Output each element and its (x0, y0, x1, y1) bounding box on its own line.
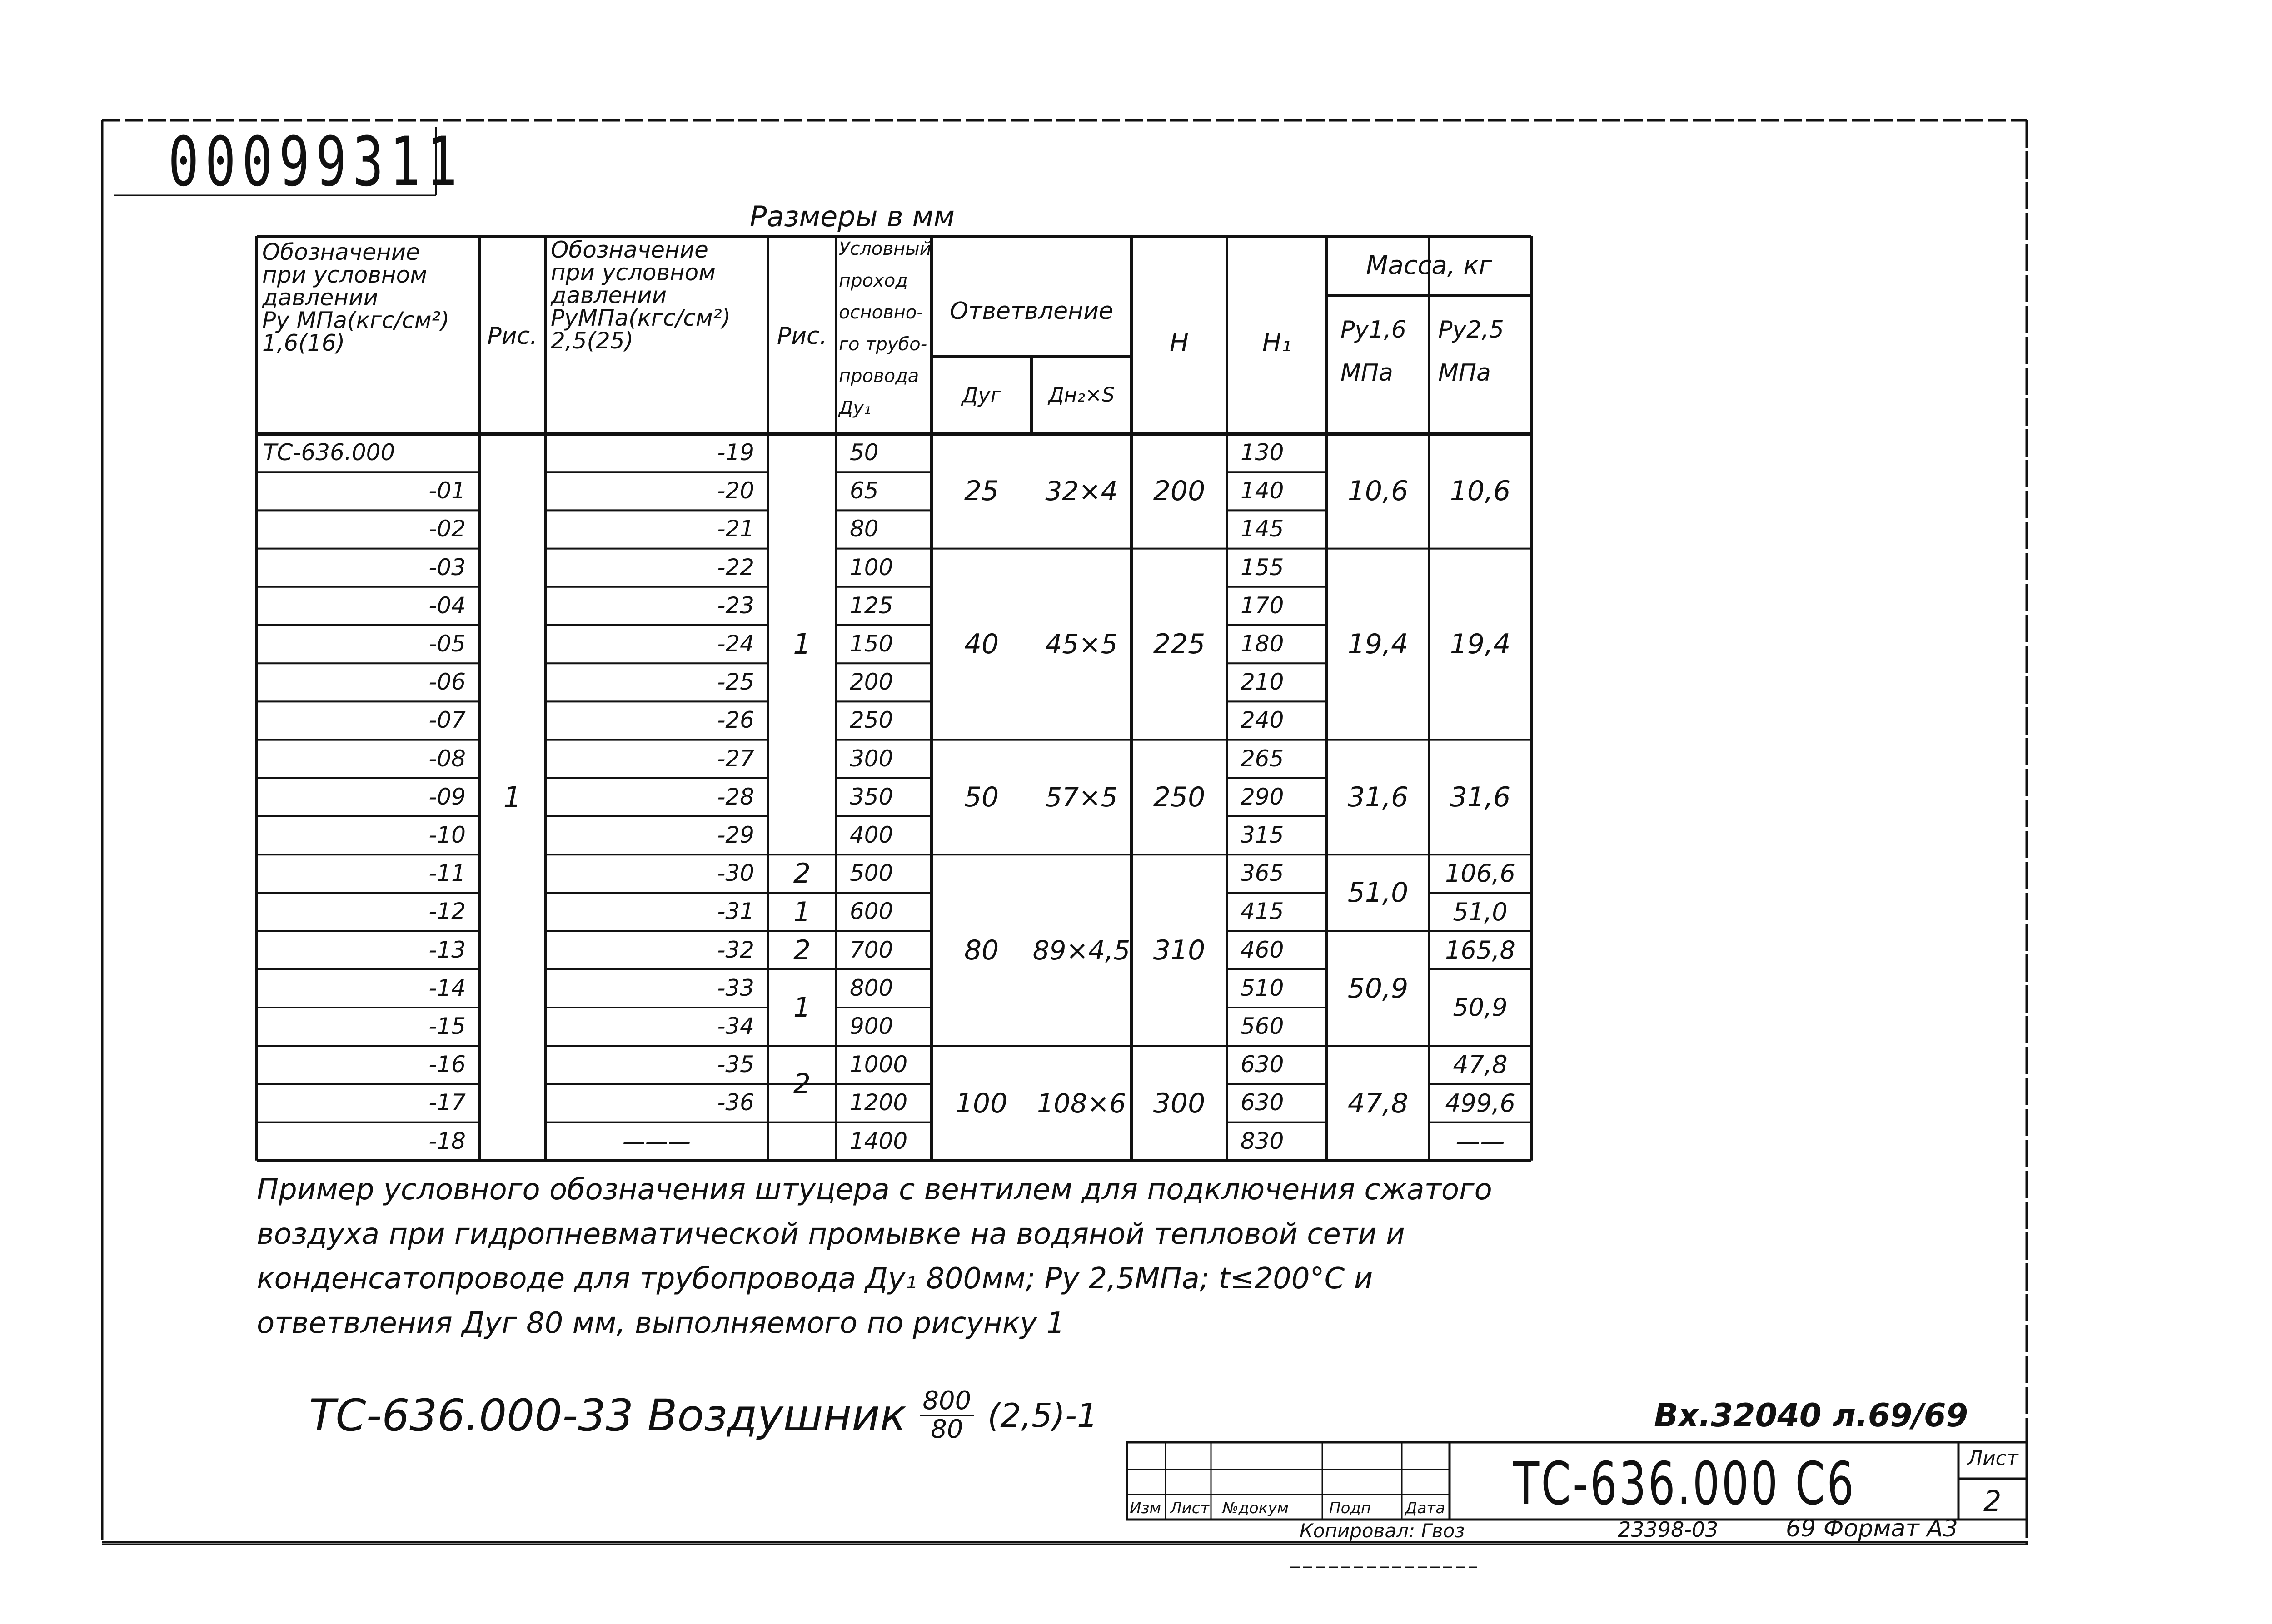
cell-dy1: 65 (850, 477, 879, 504)
cell-mass-25: 47,8 (1453, 1050, 1508, 1079)
cell-designation-25: -21 (717, 516, 754, 542)
stamp-col-podp: Подп (1329, 1499, 1371, 1517)
cell-mass-25: 50,9 (1453, 993, 1508, 1022)
cell-designation-16: -12 (428, 898, 466, 925)
cell-designation-16: -08 (428, 745, 466, 772)
archive-stamp-code: 00099311 (168, 123, 463, 202)
cell-dy1: 100 (850, 554, 893, 581)
cell-h1: 155 (1241, 554, 1284, 581)
header-mass-25: Ру2,5 (1438, 316, 1504, 343)
cell-designation-16: -14 (428, 974, 466, 1001)
cell-dy1: 50 (850, 439, 879, 466)
header-h: H (1169, 328, 1189, 358)
cell-designation-16: -07 (428, 707, 466, 734)
header-designation-16: 1,6(16) (262, 330, 345, 356)
cell-dy1: 250 (850, 707, 893, 734)
cell-designation-16: -06 (428, 669, 466, 695)
cell-mass-25: —— (1455, 1127, 1505, 1156)
cell-ris-25: 1 (793, 896, 811, 928)
cell-ris-25: 1 (793, 627, 811, 661)
cell-h: 250 (1153, 781, 1206, 813)
cell-h1: 460 (1241, 936, 1284, 963)
cell-h1: 240 (1241, 707, 1284, 734)
cell-dy1: 900 (850, 1013, 893, 1039)
header-designation-16: Обозначение (262, 239, 420, 265)
cell-mass-16: 50,9 (1347, 972, 1409, 1004)
cell-designation-16: -18 (428, 1127, 466, 1154)
cell-h1: 510 (1241, 974, 1284, 1001)
header-branch: Ответвление (950, 298, 1113, 325)
cell-ris-25: 1 (793, 992, 811, 1023)
designation-suffix: (2,5)-1 (987, 1396, 1098, 1435)
header-designation-25: давлении (551, 282, 667, 308)
cell-designation-16: -13 (428, 936, 466, 963)
cell-h1: 630 (1241, 1089, 1284, 1116)
header-dy1: Условный (839, 238, 932, 259)
cell-dy1: 150 (850, 631, 893, 657)
example-line-4: ответвления Дуг 80 мм, выполняемого по рисунку 1 (257, 1306, 1065, 1340)
cell-designation-25: -31 (717, 898, 754, 925)
cell-dy1: 300 (850, 745, 893, 772)
cell-designation-25: ——— (623, 1128, 691, 1155)
cell-h: 310 (1153, 934, 1206, 966)
header-ris-16: Рис. (487, 323, 538, 350)
cell-branch-dy: 50 (964, 781, 999, 813)
cell-mass-25: 106,6 (1445, 859, 1515, 888)
cell-mass-25: 10,6 (1450, 475, 1511, 507)
copied-by: Копировал: Гвоз (1300, 1520, 1465, 1542)
designation-fraction (920, 1388, 974, 1443)
cell-h1: 180 (1241, 631, 1284, 657)
cell-dy1: 800 (850, 974, 893, 1001)
header-ris-25: Рис. (777, 323, 827, 350)
cell-h1: 265 (1241, 745, 1284, 772)
format-label: 69 Формат А3 (1786, 1515, 1958, 1542)
cell-designation-16: -11 (428, 860, 466, 887)
cell-h1: 315 (1241, 822, 1284, 848)
cell-mass-16: 10,6 (1347, 475, 1409, 507)
cell-h: 200 (1153, 475, 1206, 507)
cell-mass-16: 51,0 (1347, 877, 1409, 909)
cell-designation-16: -09 (428, 783, 466, 810)
cell-dy1: 700 (850, 936, 893, 963)
header-dy1: провода (839, 366, 919, 387)
header-mass-16: МПа (1340, 359, 1393, 387)
cell-branch-dn: 45×5 (1045, 629, 1118, 660)
cell-branch-dn: 32×4 (1045, 476, 1118, 507)
header-dy1: основно- (839, 302, 923, 323)
cell-designation-16: ТС-636.000 (263, 439, 395, 466)
cell-h1: 170 (1241, 592, 1284, 619)
sheet-label: Лист (1968, 1447, 2018, 1470)
cell-designation-16: -02 (428, 516, 466, 542)
example-line-1: Пример условного обозначения штуцера с вентилем для подключения сжатого (257, 1173, 1492, 1207)
cell-designation-16: -16 (428, 1051, 466, 1078)
cell-mass-25: 499,6 (1445, 1088, 1515, 1117)
cell-designation-25: -34 (717, 1013, 754, 1039)
example-paragraph (257, 1167, 1492, 1346)
cell-designation-25: -27 (717, 745, 754, 772)
cell-h1: 630 (1241, 1051, 1284, 1078)
cell-mass-16: 47,8 (1347, 1087, 1409, 1119)
cell-h1: 145 (1241, 516, 1284, 542)
cell-mass-25: 31,6 (1450, 781, 1511, 813)
cell-mass-25: 165,8 (1445, 935, 1515, 964)
cell-h1: 560 (1241, 1013, 1284, 1039)
cell-dy1: 1200 (850, 1089, 908, 1116)
sheet-number: 2 (1983, 1485, 2002, 1518)
cell-h1: 210 (1241, 669, 1284, 695)
cell-branch-dy: 80 (964, 934, 999, 966)
cell-dy1: 350 (850, 783, 893, 810)
cell-dy1: 1400 (850, 1127, 908, 1154)
cell-dy1: 400 (850, 822, 893, 848)
cell-ris-16: 1 (503, 780, 522, 814)
cell-designation-16: -04 (428, 592, 466, 619)
header-h1: H₁ (1262, 328, 1292, 358)
header-mass-16: Ру1,6 (1340, 316, 1406, 343)
cell-designation-25: -19 (717, 439, 754, 466)
cell-h1: 140 (1241, 477, 1284, 504)
cell-mass-16: 19,4 (1347, 628, 1409, 661)
stamp-col-izm: Изм (1130, 1499, 1161, 1517)
cell-h1: 290 (1241, 783, 1284, 810)
header-dy1: го трубо- (839, 334, 927, 355)
stamp-col-dokum: №докум (1222, 1499, 1289, 1517)
cell-h1: 130 (1241, 439, 1284, 466)
cell-designation-16: -10 (428, 822, 466, 848)
cell-designation-25: -33 (717, 974, 754, 1001)
cell-h: 300 (1153, 1087, 1206, 1119)
stamp-col-list: Лист (1170, 1499, 1210, 1517)
cell-branch-dy: 40 (964, 628, 999, 661)
header-designation-16: давлении (262, 284, 379, 311)
cell-mass-16: 31,6 (1347, 781, 1409, 813)
cell-mass-25: 51,0 (1453, 897, 1508, 926)
cell-designation-16: -17 (428, 1089, 466, 1116)
header-designation-25: РуМПа(кгс/см²) (551, 305, 731, 331)
cell-mass-25: 19,4 (1450, 628, 1511, 661)
cell-dy1: 200 (850, 669, 893, 695)
cell-designation-25: -35 (717, 1051, 754, 1078)
header-dy1: Ду₁ (839, 397, 871, 418)
cell-designation-25: -24 (717, 631, 754, 657)
header-branch-dn: Дн₂×S (1048, 383, 1115, 407)
cell-dy1: 80 (850, 516, 879, 542)
header-designation-25: при условном (551, 259, 716, 286)
cell-designation-16: -05 (428, 631, 466, 657)
order-number: 23398-03 (1618, 1517, 1719, 1542)
cell-designation-25: -25 (717, 669, 754, 695)
cell-designation-25: -23 (717, 592, 754, 619)
cell-designation-25: -22 (717, 554, 754, 581)
header-mass: Масса, кг (1366, 251, 1492, 280)
cell-branch-dn: 89×4,5 (1032, 934, 1131, 966)
cell-designation-25: -29 (717, 822, 754, 848)
cell-branch-dy: 25 (964, 475, 999, 507)
cell-designation-16: -03 (428, 554, 466, 581)
header-designation-16: при условном (262, 262, 427, 288)
cell-dy1: 1000 (850, 1051, 908, 1078)
cell-h1: 830 (1241, 1127, 1284, 1154)
cell-designation-16: -15 (428, 1013, 466, 1039)
designation (309, 1388, 1098, 1443)
table-caption: Размеры в мм (750, 200, 955, 233)
cell-h1: 365 (1241, 860, 1284, 887)
header-branch-dy: Дуг (962, 383, 1001, 407)
header-designation-25: Обозначение (551, 237, 708, 263)
cell-ris-25: 2 (793, 858, 811, 890)
cell-branch-dn: 57×5 (1045, 781, 1118, 813)
cell-designation-25: -26 (717, 707, 754, 734)
cell-dy1: 500 (850, 860, 893, 887)
cell-designation-25: -30 (717, 860, 754, 887)
cell-dy1: 600 (850, 898, 893, 925)
designation-denominator: 80 (931, 1414, 963, 1444)
cell-ris-25: 2 (793, 1068, 811, 1100)
header-mass-25: МПа (1438, 359, 1491, 387)
designation-prefix: ТС-636.000-33 Воздушник (309, 1390, 907, 1441)
stamp-col-data: Дата (1405, 1499, 1445, 1517)
cell-designation-25: -20 (717, 477, 754, 504)
cell-h1: 415 (1241, 898, 1284, 925)
header-designation-25: 2,5(25) (551, 328, 634, 354)
cell-h: 225 (1153, 628, 1206, 661)
cell-designation-25: -32 (717, 936, 754, 963)
header-designation-16: Ру МПа(кгс/см²) (262, 307, 450, 333)
example-line-3: конденсатопроводе для трубопровода Ду₁ 800мм; Ру 2,5МПа; t≤200°C и (257, 1262, 1373, 1296)
example-line-2: воздуха при гидропневматической промывке на водяной тепловой сети и (257, 1217, 1405, 1251)
cell-ris-25: 2 (793, 934, 811, 966)
cell-designation-16: -01 (428, 477, 466, 504)
header-dy1: проход (839, 270, 908, 291)
document-code: ТС-636.000 С6 (1513, 1449, 1856, 1518)
cell-branch-dy: 100 (955, 1087, 1008, 1119)
designation-numerator: 800 (920, 1388, 974, 1416)
cell-designation-25: -36 (717, 1089, 754, 1116)
inventory-number: Вх.32040 л.69/69 (1654, 1397, 1968, 1434)
cell-dy1: 125 (850, 592, 893, 619)
cell-branch-dn: 108×6 (1036, 1088, 1126, 1119)
cell-designation-25: -28 (717, 783, 754, 810)
